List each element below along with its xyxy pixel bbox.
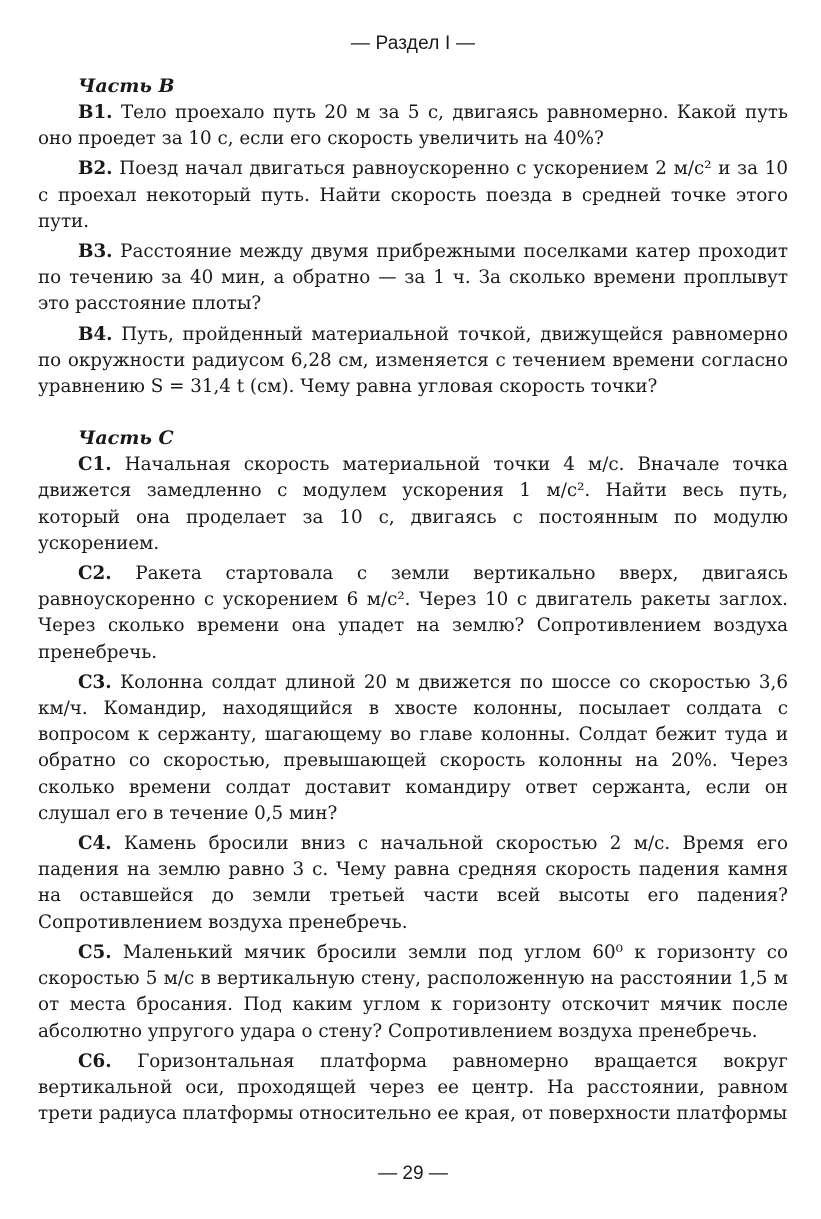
problem-text: Расстояние между двумя прибрежными поселками катер проходит по течению за 40 мин, а обратно — за 1 ч. За сколько времени проплывут это расстояние плоты? — [38, 241, 788, 315]
problem-text: Поезд начал двигаться равноускоренно с ускорением 2 м/с² и за 10 с проехал некоторый путь. Найти скорость поезда в средней точке этого пути. — [38, 158, 789, 232]
problem-b2 — [38, 156, 788, 235]
problem-c2 — [38, 561, 788, 666]
problem-text: Ракета стартовала с земли вертикально вверх, двигаясь равноускоренно с ускорением 6 м/с². Через 10 с двигатель ракеты заглох. Через сколько времени она упадет на землю? Сопротивлением воздуха пренебречь. — [38, 563, 788, 663]
part-c-heading: Часть C — [78, 427, 174, 450]
problem-text: Начальная скорость материальной точки 4 м/с. Вначале точка движется замедленно с модулем ускорения 1 м/с². Найти весь путь, который она проделает за 10 с, двигаясь с постоянным по модулю ускорением. — [38, 454, 789, 554]
problem-text: Путь, пройденный материальной точкой, движущейся равномерно по окружности радиусом 6,28 см, изменяется с течением времени согласно уравнению S = 31,4 t (см). Чему равна угловая скорость точки? — [38, 323, 788, 398]
problem-number: С2. — [78, 563, 112, 585]
problem-b3 — [38, 239, 788, 318]
problem-text: Горизонтальная платформа равномерно вращается вокруг вертикальной оси, проходящей через ее центр. На расстоянии, равном трети радиуса платформы относительно ее края, от поверхности платформы — [38, 1050, 788, 1125]
problem-number: С6. — [78, 1050, 112, 1072]
section-spacer — [38, 404, 788, 424]
problem-c5 — [38, 940, 788, 1045]
part-b-heading: Часть B — [78, 75, 175, 97]
problem-b4 — [38, 322, 788, 401]
running-header: — Раздел I — — [350, 33, 476, 54]
book-page — [38, 0, 788, 1219]
problem-number: В4. — [78, 323, 113, 345]
problem-c4 — [38, 831, 788, 936]
problem-number: С3. — [78, 671, 112, 693]
problem-text: Тело проехало путь 20 м за 5 с, двигаясь равномерно. Какой путь оно проедет за 10 с, если его скорость увеличить на 40%? — [38, 102, 788, 150]
problem-b1 — [38, 100, 788, 152]
problem-number: С1. — [78, 454, 112, 476]
problem-number: С5. — [78, 941, 112, 963]
problem-c3 — [38, 670, 788, 827]
problem-c1 — [38, 452, 788, 557]
page-content — [38, 72, 788, 1131]
problem-text: Камень бросили вниз с начальной скоростью 2 м/с. Время его падения на землю равно 3 с. Чему равна средняя скорость падения камня на оставшейся до земли третьей части всей высоты его падения? Сопротивлением воздуха пренебречь. — [38, 833, 788, 933]
problem-text: Маленький мячик бросили земли под углом 60⁰ к горизонту со скоростью 5 м/с в вертикальную стену, расположенную на расстоянии 1,5 м от места бросания. Под каким углом к горизонту отскочит мячик после абсолютно упругого удара о стену? Сопротивлением воздуха пренебречь. — [38, 941, 788, 1042]
problem-number: С4. — [78, 833, 112, 855]
problem-number: В2. — [78, 158, 113, 180]
problem-number: В3. — [78, 241, 113, 263]
problem-text: Колонна солдат длиной 20 м движется по шоссе со скоростью 3,6 км/ч. Командир, находящийся в хвосте колонны, посылает солдата с вопросом к сержанту, шагающему во главе колонны. Солдат бежит туда и обратно со скоростью, превышающей скорость колонны на 20%. Через сколько времени солдат доставит командиру ответ сержанта, если он слушал его в течение 0,5 мин? — [38, 671, 788, 824]
problem-number: В1. — [78, 102, 113, 123]
page-number: — 29 — — [378, 1163, 448, 1184]
problem-c6 — [38, 1049, 788, 1128]
